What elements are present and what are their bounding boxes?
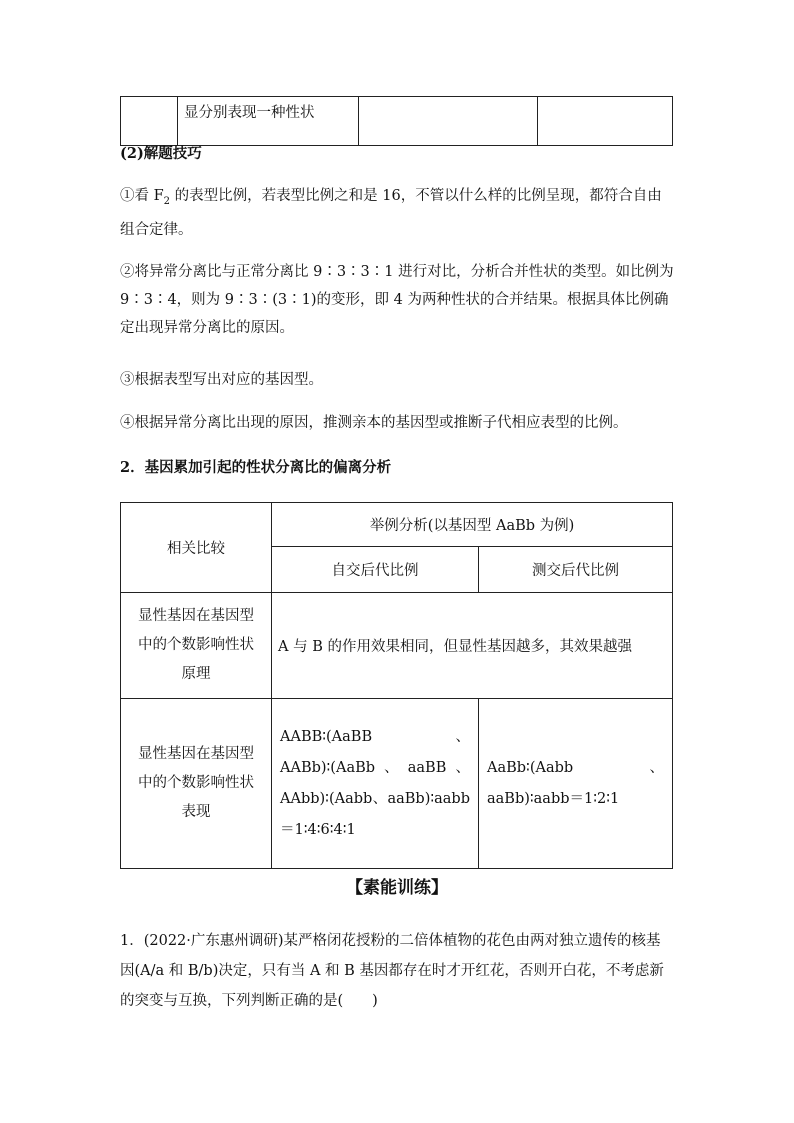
- row2-testcross-value: AaBb∶(Aabb、aaBb)∶aabb＝1∶2∶1: [479, 699, 673, 869]
- tip-item-4: ④根据异常分离比出现的原因，推测亲本的基因型或推断子代相应表型的比例。: [120, 415, 628, 431]
- row2-label-line1: 显性基因在基因型: [138, 746, 254, 762]
- top-table-cell-empty: [121, 97, 178, 146]
- row1-label-line1: 显性基因在基因型: [138, 608, 254, 624]
- training-title: 【素能训练】: [346, 878, 448, 898]
- tip-item-1-a: ①看 F: [120, 188, 164, 204]
- row2-label-line3: 表现: [181, 804, 211, 820]
- subheader-selfcross: 自交后代比例: [272, 547, 479, 593]
- section2-heading: 2．基因累加引起的性状分离比的偏离分析: [120, 459, 392, 476]
- row2-label: [121, 699, 272, 869]
- tip-item-1-sub: 2: [163, 195, 171, 207]
- row2-selfcross-value: AABB∶(AaBB、AABb)∶(AaBb、aaBB、AAbb)∶(Aabb、aaBb)∶aabb＝1∶4∶6∶4∶1: [272, 699, 479, 869]
- tips-heading: (2)解题技巧: [120, 145, 202, 162]
- tip-item-1-b: 的表型比例，若表型比例之和是 16，不管以什么样的比例呈现，都符合自由组合定律。: [120, 188, 662, 238]
- subheader-testcross: 测交后代比例: [479, 547, 673, 593]
- row1-label-line2: 中的个数影响性状: [138, 637, 254, 653]
- tip-item-1: [120, 182, 675, 244]
- top-table-fragment: [120, 96, 673, 146]
- question-1: 1．(2022·广东惠州调研)某严格闭花授粉的二倍体植物的花色由两对独立遗传的核基因(A/a 和 B/b)决定，只有当 A 和 B 基因都存在时才开红花，否则开白花，不考虑新的突变与互换，下列判断正确的是( ): [120, 933, 664, 1009]
- tip-item-3: ③根据表型写出对应的基因型。: [120, 372, 323, 388]
- row2-label-line2: 中的个数影响性状: [138, 775, 254, 791]
- header-example-analysis: 举例分析(以基因型 AaBb 为例): [272, 503, 673, 547]
- top-table-cell-text: 显分别表现一种性状: [178, 97, 359, 146]
- header-related-comparison: 相关比较: [121, 503, 272, 593]
- top-table-cell-empty: [538, 97, 673, 146]
- gene-accumulation-table: [120, 502, 673, 869]
- row1-value: A 与 B 的作用效果相同，但显性基因越多，其效果越强: [272, 593, 673, 699]
- row1-label: [121, 593, 272, 699]
- tip-item-2: ②将异常分离比与正常分离比 9∶3∶3∶1 进行对比，分析合并性状的类型。如比例为 9∶3∶4，则为 9∶3∶(3∶1)的变形，即 4 为两种性状的合并结果。根据具体比例确定出现异常分离比的原因。: [120, 264, 674, 336]
- top-table-cell-empty: [359, 97, 538, 146]
- row1-label-line3: 原理: [181, 666, 211, 682]
